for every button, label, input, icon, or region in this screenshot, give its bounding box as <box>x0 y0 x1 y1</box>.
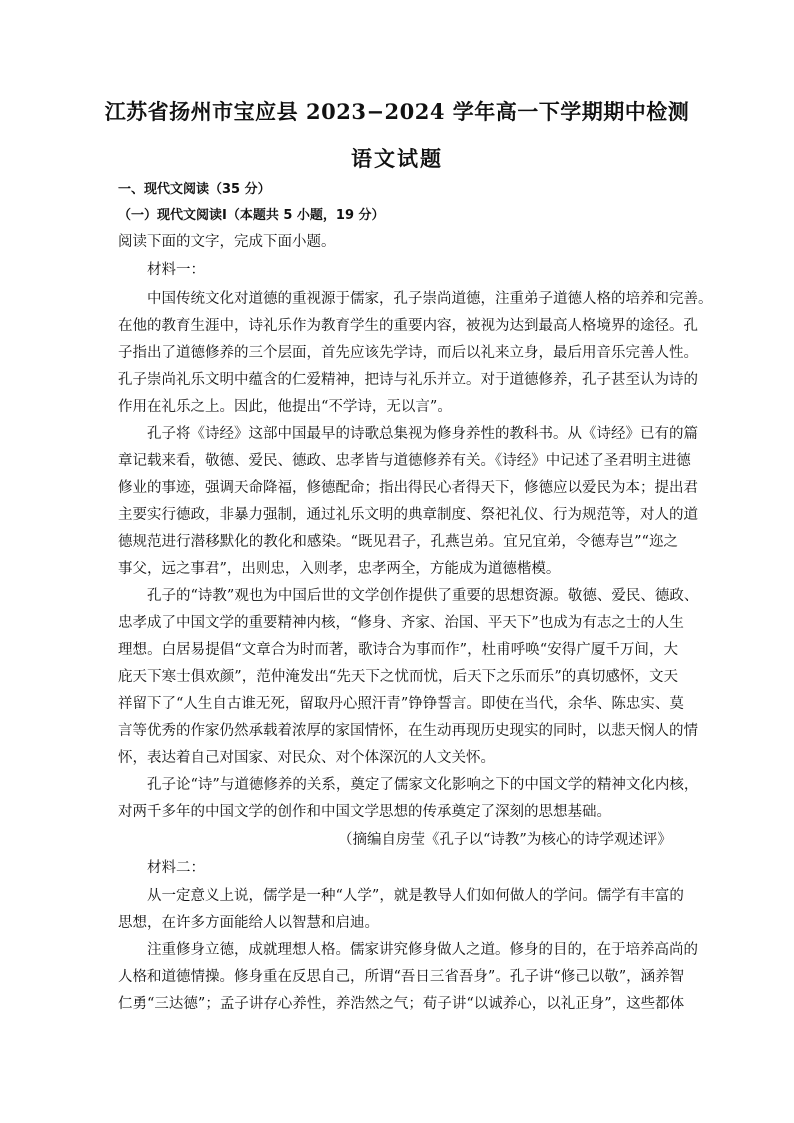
paragraph-line: 事父，远之事君”，出则忠，入则孝，忠孝两全，方能成为道德楷模。 <box>118 561 561 577</box>
paragraph-line: 章记载来看，敬德、爱民、德政、忠孝皆与道德修养有关。《诗经》中记述了圣君明主进德 <box>118 453 691 469</box>
material1-label: 材料一： <box>147 262 205 278</box>
page-title: 江苏省扬州市宝应县 2023−2024 学年高一下学期期中检测 <box>104 99 690 124</box>
paragraph-line: 子指出了道德修养的三个层面，首先应该先学诗，而后以礼来立身，最后用音乐完善人性。 <box>118 345 698 361</box>
paragraph-line: 人格和道德情操。修身重在反思自己，所谓“吾日三省吾身”。孔子讲“修己以敬”，涵养智 <box>118 969 685 985</box>
paragraph-line: 孔子论“诗”与道德修养的关系，奠定了儒家文化影响之下的中国文学的精神文化内核， <box>147 777 699 793</box>
paragraph-line: 在他的教育生涯中，诗礼乐作为教育学生的重要内容，被视为达到最高人格境界的途径。孔 <box>118 318 698 334</box>
source-citation: （摘编自房莹《孔子以“诗教”为核心的诗学观述评》 <box>338 832 672 848</box>
paragraph-line: 祥留下了“人生自古谁无死，留取丹心照汗青”铮铮誓言。即使在当代，余华、陈忠实、莫 <box>118 696 684 712</box>
paragraph-line: 作用在礼乐之上。因此，他提出“不学诗，无以言”。 <box>118 399 452 415</box>
paragraph-line: 对两千多年的中国文学的创作和中国文学思想的传承奠定了深刻的思想基础。 <box>118 804 611 820</box>
paragraph-line: 思想，在许多方面能给人以智慧和启迪。 <box>118 915 379 931</box>
paragraph-line: 庇天下寒士俱欢颜”，范仲淹发出“先天下之忧而忧，后天下之乐而乐”的真切感怀，文天 <box>118 669 678 685</box>
subsection-heading: （一）现代文阅读Ⅰ（本题共 5 小题，19 分） <box>118 208 385 223</box>
instruction-text: 阅读下面的文字，完成下面小题。 <box>118 234 336 250</box>
paragraph-line: 德规范进行潜移默化的教化和感染。“既见君子，孔燕岂弟。宜兄宜弟，令德寿岂”“迩之 <box>118 534 678 550</box>
material2-label: 材料二： <box>147 860 205 876</box>
paragraph-line: 言等优秀的作家仍然承载着浓厚的家国情怀，在生动再现历史现实的同时，以悲天悯人的情 <box>118 723 698 739</box>
paragraph-line: 注重修身立德，成就理想人格。儒家讲究修身做人之道。修身的目的，在于培养高尚的 <box>147 942 698 958</box>
paragraph-line: 理想。白居易提倡“文章合为时而著，歌诗合为事而作”，杜甫呼唤“安得广厦千万间，大 <box>118 642 678 658</box>
paragraph-line: 仁勇“三达德”；孟子讲存心养性，养浩然之气；荀子讲“以诚养心，以礼正身”，这些都体 <box>118 996 685 1012</box>
paragraph-line: 忠孝成了中国文学的重要精神内核，“修身、齐家、治国、平天下”也成为有志之士的人生 <box>118 615 684 631</box>
paragraph-line: 怀，表达着自己对国家、对民众、对个体深沉的人文关怀。 <box>118 750 495 766</box>
paragraph-line: 孔子的“诗教”观也为中国后世的文学创作提供了重要的思想资源。敬德、爱民、德政、 <box>147 588 699 604</box>
paragraph-line: 孔子将《诗经》这部中国最早的诗歌总集视为修身养性的教科书。从《诗经》已有的篇 <box>147 426 698 442</box>
paragraph-line: 修业的事迹，强调天命降福，修德配命；指出得民心者得天下，修德应以爱民为本；提出君 <box>118 480 698 496</box>
page-subtitle: 语文试题 <box>351 146 443 171</box>
paragraph-line: 从一定意义上说，儒学是一种“人学”，就是教导人们如何做人的学问。儒学有丰富的 <box>147 888 684 904</box>
paragraph-line: 孔子崇尚礼乐文明中蕴含的仁爱精神，把诗与礼乐并立。对于道德修养，孔子甚至认为诗的 <box>118 372 698 388</box>
paragraph-line: 主要实行德政，非暴力强制，通过礼乐文明的典章制度、祭祀礼仪、行为规范等，对人的道 <box>118 507 698 523</box>
section-heading: 一、现代文阅读（35 分） <box>118 182 271 197</box>
paragraph-line: 中国传统文化对道德的重视源于儒家，孔子崇尚道德，注重弟子道德人格的培养和完善。 <box>147 291 713 307</box>
